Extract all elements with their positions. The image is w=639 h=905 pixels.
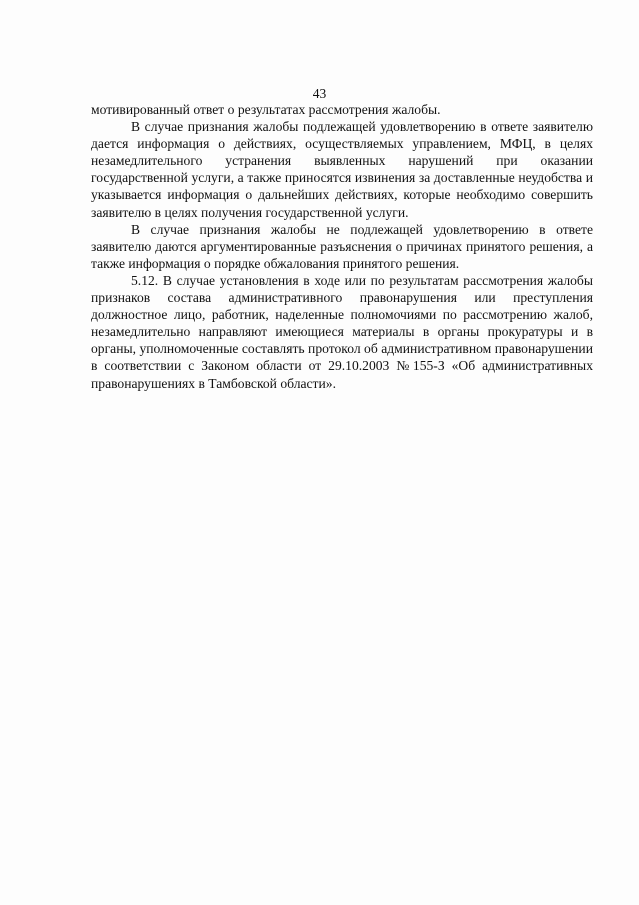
paragraph-text: 5.12. В случае установления в ходе или по результатам рассмотрения жалобы признаков состава административного правонарушения или преступления должностное лицо, работник, наделенные полномочиями по рассмотрению жалоб, незамедлительно направляют имеющиеся материалы в органы прокуратуры и в органы, уполномоченные составлять протокол об административном правонарушении в соответствии с Законом области от 29.10.2003 №155-З «Об административных правонарушениях в Тамбовской области». (91, 272, 593, 391)
document-body (91, 101, 593, 392)
paragraph-continuation (91, 101, 593, 118)
paragraph-complaint-rejected (91, 221, 593, 272)
paragraph-text: мотивированный ответ о результатах рассмотрения жалобы. (91, 102, 441, 117)
paragraph-complaint-satisfied (91, 118, 593, 221)
paragraph-text: В случае признания жалобы не подлежащей удовлетворению в ответе заявителю даются аргументированные разъяснения о причинах принятого решения, а также информация о порядке обжалования принятого решения. (91, 221, 593, 271)
paragraph-section-5-12 (91, 272, 593, 392)
page-number: 43 (312, 86, 327, 101)
paragraph-text: В случае признания жалобы подлежащей удовлетворению в ответе заявителю дается информация о действиях, осуществляемых управлением, МФЦ, в целях незамедлительного устранения выявленных нарушений при оказании государственной услуги, а также приносятся извинения за доставленные неудобства и указывается информация о дальнейших действиях, которые необходимо совершить заявителю в целях получения государственной услуги. (91, 119, 593, 220)
